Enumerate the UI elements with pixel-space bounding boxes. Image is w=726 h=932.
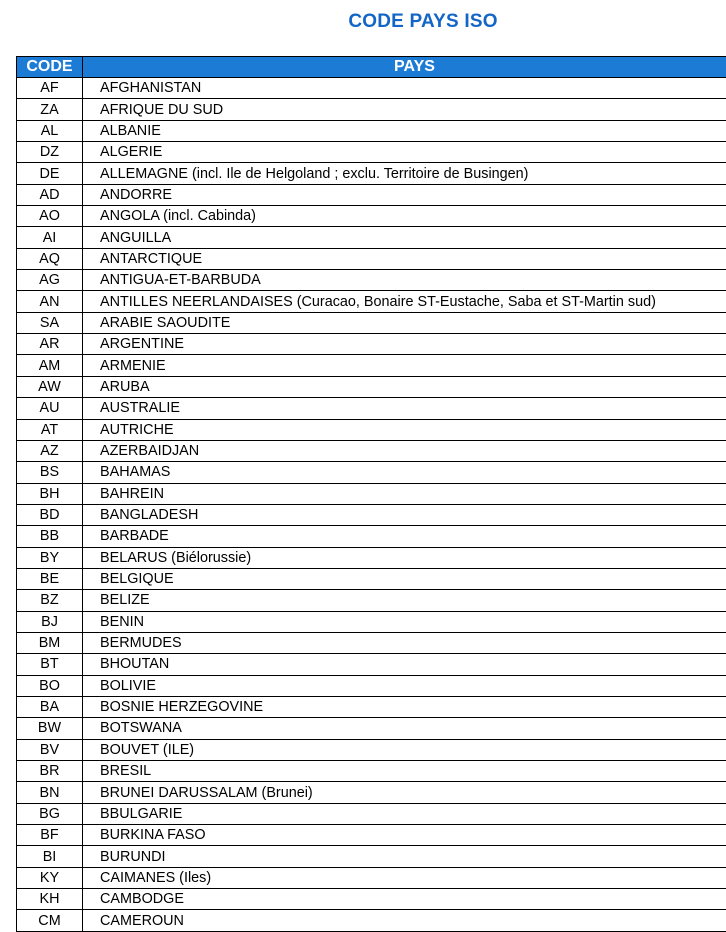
country-code-cell: BR — [17, 761, 83, 782]
country-code-cell: BT — [17, 654, 83, 675]
table-row — [17, 825, 726, 846]
table-row — [17, 398, 726, 419]
country-name-cell: ANGUILLA — [83, 227, 726, 248]
table-row — [17, 142, 726, 163]
table-body — [17, 78, 726, 932]
country-name-cell: BHOUTAN — [83, 654, 726, 675]
table-row — [17, 910, 726, 931]
country-code-cell: AI — [17, 227, 83, 248]
country-name-cell: BERMUDES — [83, 632, 726, 653]
table-row — [17, 483, 726, 504]
country-name-cell: BOTSWANA — [83, 718, 726, 739]
country-name-cell: BBULGARIE — [83, 803, 726, 824]
country-code-cell: AN — [17, 291, 83, 312]
table-row — [17, 889, 726, 910]
table-row — [17, 206, 726, 227]
table-row — [17, 312, 726, 333]
country-code-cell: AM — [17, 355, 83, 376]
country-name-cell: ANTIGUA-ET-BARBUDA — [83, 270, 726, 291]
country-name-cell: BRESIL — [83, 761, 726, 782]
country-name-cell: ALBANIE — [83, 120, 726, 141]
country-code-cell: AO — [17, 206, 83, 227]
country-name-cell: ANDORRE — [83, 184, 726, 205]
country-code-cell: BI — [17, 846, 83, 867]
table-row — [17, 761, 726, 782]
table-row — [17, 675, 726, 696]
country-name-cell: BELIZE — [83, 590, 726, 611]
country-name-cell: ARGENTINE — [83, 334, 726, 355]
table-row — [17, 376, 726, 397]
header-code: CODE — [17, 57, 83, 78]
country-name-cell: BOUVET (ILE) — [83, 739, 726, 760]
country-code-cell: BN — [17, 782, 83, 803]
country-name-cell: ANGOLA (incl. Cabinda) — [83, 206, 726, 227]
country-code-cell: DE — [17, 163, 83, 184]
table-row — [17, 248, 726, 269]
country-name-cell: AZERBAIDJAN — [83, 440, 726, 461]
country-name-cell: AFGHANISTAN — [83, 78, 726, 99]
country-name-cell: BELARUS (Biélorussie) — [83, 547, 726, 568]
table-row — [17, 99, 726, 120]
country-code-cell: BH — [17, 483, 83, 504]
country-code-cell: DZ — [17, 142, 83, 163]
table-row — [17, 184, 726, 205]
country-code-cell: AF — [17, 78, 83, 99]
country-name-cell: BANGLADESH — [83, 504, 726, 525]
country-name-cell: AUSTRALIE — [83, 398, 726, 419]
table-row — [17, 355, 726, 376]
country-name-cell: BURKINA FASO — [83, 825, 726, 846]
country-code-cell: AD — [17, 184, 83, 205]
table-row — [17, 739, 726, 760]
table-row — [17, 227, 726, 248]
country-name-cell: BAHREIN — [83, 483, 726, 504]
table-header-row — [17, 57, 726, 78]
country-name-cell: ARABIE SAOUDITE — [83, 312, 726, 333]
table-row — [17, 718, 726, 739]
table-row — [17, 291, 726, 312]
country-code-cell: BO — [17, 675, 83, 696]
table-row — [17, 440, 726, 461]
country-name-cell: BELGIQUE — [83, 568, 726, 589]
country-code-cell: BF — [17, 825, 83, 846]
country-name-cell: BAHAMAS — [83, 462, 726, 483]
country-code-cell: BY — [17, 547, 83, 568]
country-code-cell: AU — [17, 398, 83, 419]
country-name-cell: BRUNEI DARUSSALAM (Brunei) — [83, 782, 726, 803]
country-name-cell: AUTRICHE — [83, 419, 726, 440]
country-code-cell: AG — [17, 270, 83, 291]
table-row — [17, 547, 726, 568]
country-code-cell: ZA — [17, 99, 83, 120]
country-name-cell: ANTILLES NEERLANDAISES (Curacao, Bonaire ST-Eustache, Saba et ST-Martin sud) — [83, 291, 726, 312]
country-code-cell: BG — [17, 803, 83, 824]
table-row — [17, 504, 726, 525]
table-row — [17, 568, 726, 589]
table-row — [17, 270, 726, 291]
page-title: CODE PAYS ISO — [0, 10, 726, 34]
country-code-cell: AT — [17, 419, 83, 440]
country-name-cell: CAMBODGE — [83, 889, 726, 910]
country-code-cell: BB — [17, 526, 83, 547]
country-name-cell: BURUNDI — [83, 846, 726, 867]
country-code-cell: BS — [17, 462, 83, 483]
country-code-cell: AW — [17, 376, 83, 397]
table-row — [17, 654, 726, 675]
country-name-cell: CAMEROUN — [83, 910, 726, 931]
country-code-cell: KH — [17, 889, 83, 910]
table-row — [17, 590, 726, 611]
table-row — [17, 526, 726, 547]
table-row — [17, 334, 726, 355]
country-name-cell: ANTARCTIQUE — [83, 248, 726, 269]
country-code-cell: BA — [17, 696, 83, 717]
country-code-cell: AQ — [17, 248, 83, 269]
table-row — [17, 803, 726, 824]
country-name-cell: CAIMANES (Iles) — [83, 867, 726, 888]
table-row — [17, 782, 726, 803]
country-name-cell: ARUBA — [83, 376, 726, 397]
table-row — [17, 120, 726, 141]
table-row — [17, 632, 726, 653]
country-name-cell: ALLEMAGNE (incl. Ile de Helgoland ; exclu. Territoire de Busingen) — [83, 163, 726, 184]
country-code-cell: BM — [17, 632, 83, 653]
header-pays: PAYS — [83, 57, 726, 78]
country-name-cell: BOLIVIE — [83, 675, 726, 696]
table-row — [17, 163, 726, 184]
country-code-cell: KY — [17, 867, 83, 888]
country-code-table — [16, 56, 726, 932]
table-row — [17, 696, 726, 717]
country-code-cell: BD — [17, 504, 83, 525]
table-row — [17, 78, 726, 99]
table-row — [17, 846, 726, 867]
country-name-cell: ALGERIE — [83, 142, 726, 163]
country-name-cell: ARMENIE — [83, 355, 726, 376]
country-code-cell: BW — [17, 718, 83, 739]
country-code-cell: AL — [17, 120, 83, 141]
country-code-cell: SA — [17, 312, 83, 333]
country-name-cell: AFRIQUE DU SUD — [83, 99, 726, 120]
country-name-cell: BARBADE — [83, 526, 726, 547]
country-code-cell: BJ — [17, 611, 83, 632]
country-code-cell: CM — [17, 910, 83, 931]
country-name-cell: BENIN — [83, 611, 726, 632]
table-row — [17, 419, 726, 440]
table-row — [17, 462, 726, 483]
table-row — [17, 867, 726, 888]
country-code-cell: AR — [17, 334, 83, 355]
country-code-cell: AZ — [17, 440, 83, 461]
table-row — [17, 611, 726, 632]
country-code-cell: BZ — [17, 590, 83, 611]
country-code-cell: BE — [17, 568, 83, 589]
country-code-cell: BV — [17, 739, 83, 760]
country-name-cell: BOSNIE HERZEGOVINE — [83, 696, 726, 717]
